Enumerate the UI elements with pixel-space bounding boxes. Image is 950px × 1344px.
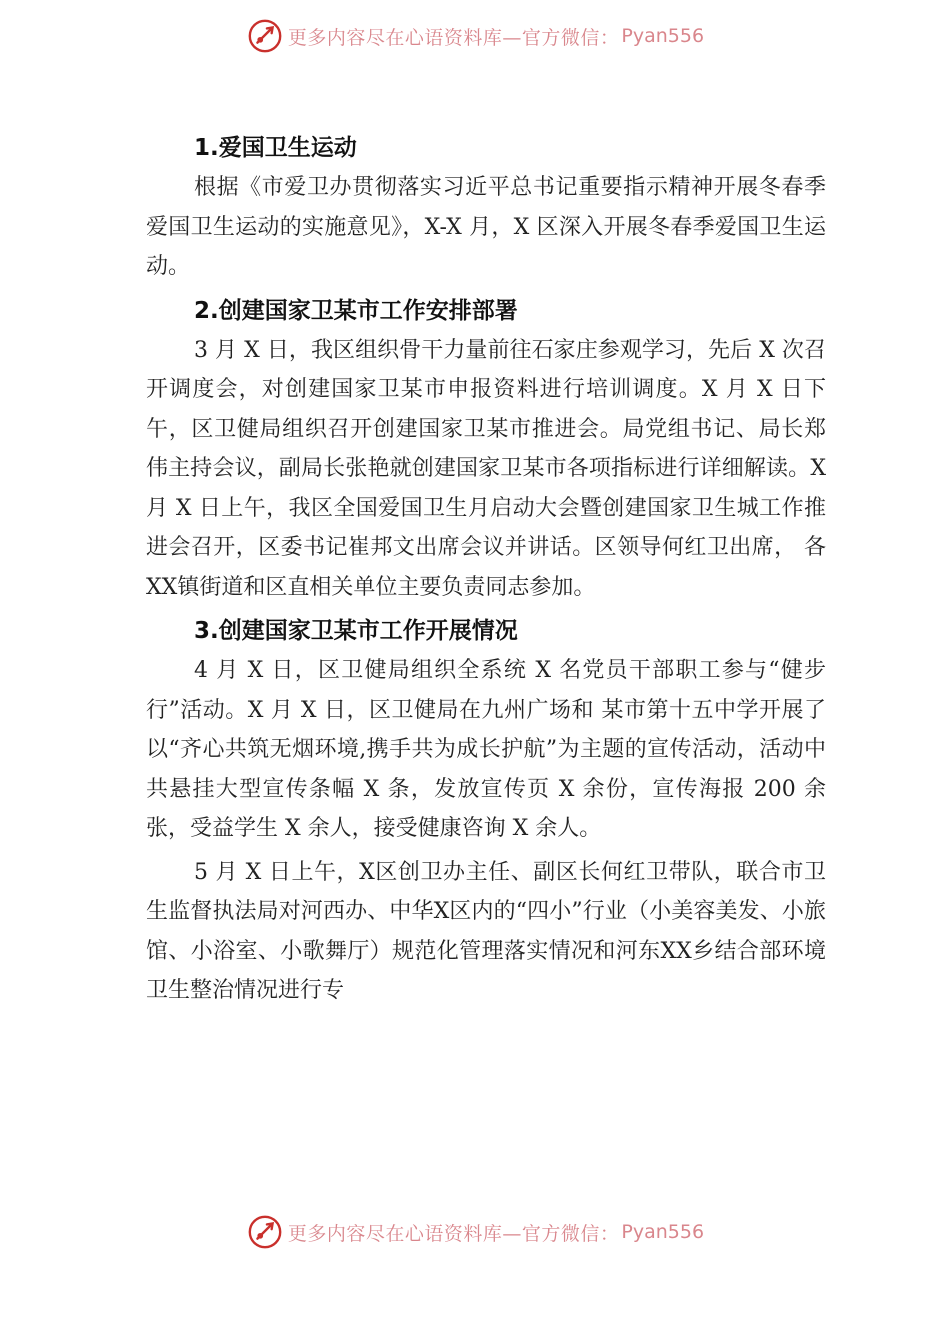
watermark-header <box>0 16 950 56</box>
section-heading: 2.创建国家卫某市工作安排部署 <box>194 297 518 324</box>
section-paragraph: 4 月 X 日，区卫健局组织全系统 X 名党员干部职工参与“健步行”活动。X 月 X 日，区卫健局在九州广场和 某市第十五中学开展了以“齐心共筑无烟环境,携手共为成长护航”为主题的宣传活动，活动中共悬挂大型宣传条幅 X 条，发放宣传页 X 余份，宣传海报 200 余张，受益学生 X 余人，接受健康咨询 X 余人。 <box>146 658 826 841</box>
watermark-text: 更多内容尽在心语资料库—官方微信： <box>287 1222 620 1245</box>
section-paragraph: 根据《市爱卫办贯彻落实习近平总书记重要指示精神开展冬春季爱国卫生运动的实施意见》，X-X 月，X 区深入开展冬春季爱国卫生运动。 <box>146 175 826 279</box>
brand-logo-icon <box>246 17 284 55</box>
document-body <box>146 128 826 1015</box>
section-paragraph: 3 月 X 日，我区组织骨干力量前往石家庄参观学习，先后 X 次召开调度会，对创建国家卫某市申报资料进行培训调度。X 月 X 日下午，区卫健局组织召开创建国家卫某市推进会。局党组书记、局长郑伟主持会议，副局长张艳就创建国家卫某市各项指标进行详细解读。X 月 X 日上午，我区全国爱国卫生月启动大会暨创建国家卫生城工作推进会召开，区委书记崔邦文出席会议并讲话。区领导何红卫出席， 各XX镇街道和区直相关单位主要负责同志参加。 <box>146 337 826 600</box>
watermark-handle: Pyan556 <box>621 1221 705 1243</box>
watermark-text: 更多内容尽在心语资料库—官方微信： <box>287 26 620 49</box>
brand-logo-icon <box>246 1213 284 1251</box>
watermark-footer <box>0 1212 950 1252</box>
section-paragraph: 5 月 X 日上午，X区创卫办主任、副区长何红卫带队，联合市卫生监督执法局对河西办、中华X区内的“四小”行业（小美容美发、小旅馆、小浴室、小歌舞厅）规范化管理落实情况和河东XX乡结合部环境卫生整治情况进行专 <box>146 859 826 1003</box>
watermark-handle: Pyan556 <box>621 25 705 47</box>
section-heading: 1.爱国卫生运动 <box>194 135 357 161</box>
section-heading: 3.创建国家卫某市工作开展情况 <box>194 618 518 644</box>
